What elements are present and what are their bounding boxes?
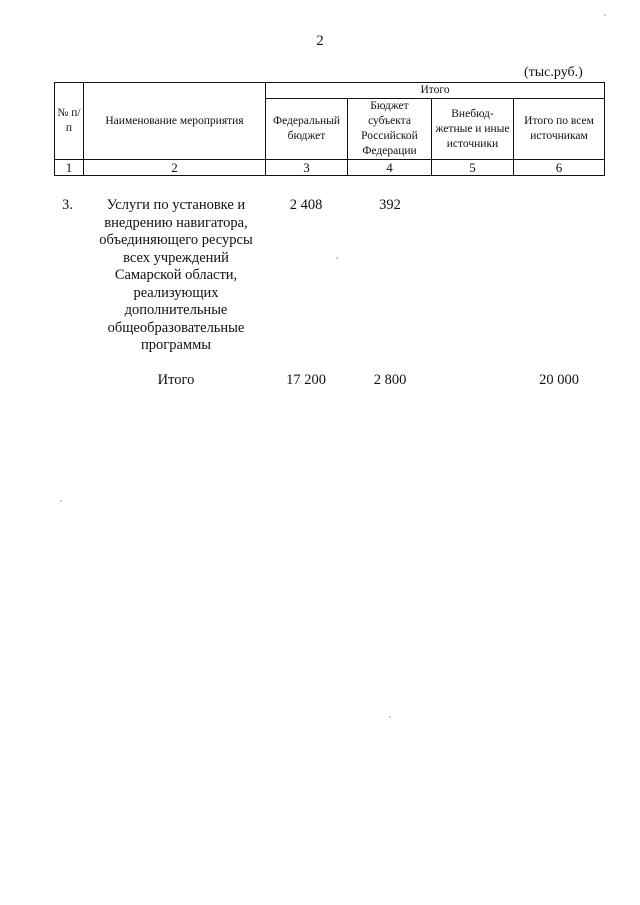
table-header — [54, 82, 605, 176]
page-number: 2 — [316, 33, 324, 49]
column-number: 3 — [266, 160, 348, 176]
header-name: Наименование мероприятия — [84, 83, 266, 160]
unit-label: (тыс.руб.) — [524, 65, 583, 80]
scan-speck — [336, 257, 338, 259]
header-group-total: Итого — [266, 83, 605, 99]
header-federal: Федеральный бюджет — [266, 99, 348, 160]
header-regional: Бюджет субъекта Российской Федерации — [348, 99, 432, 160]
column-number: 2 — [84, 160, 266, 176]
total-label: Итого — [157, 372, 195, 388]
row-federal: 2 408 — [289, 197, 323, 213]
header-num: № п/п — [55, 83, 84, 160]
column-number: 5 — [432, 160, 514, 176]
total-all: 20 000 — [539, 372, 579, 388]
header-total: Итого по всем источникам — [514, 99, 605, 160]
row-regional: 392 — [379, 197, 401, 213]
column-number: 6 — [514, 160, 605, 176]
column-number: 4 — [348, 160, 432, 176]
row-number: 3. — [62, 197, 73, 213]
scan-speck — [60, 500, 62, 502]
total-federal: 17 200 — [286, 372, 326, 388]
column-number: 1 — [55, 160, 84, 176]
row-name: Услуги по установке и внедрению навигатора, объединяющего ресурсы всех учреждений Самарской области, реализующих дополнительные общеобразовательные программы — [99, 197, 253, 353]
scan-speck — [389, 716, 391, 718]
header-extra: Внебюд-жетные и иные источники — [432, 99, 514, 160]
total-regional: 2 800 — [373, 372, 407, 388]
scan-speck — [604, 14, 606, 16]
